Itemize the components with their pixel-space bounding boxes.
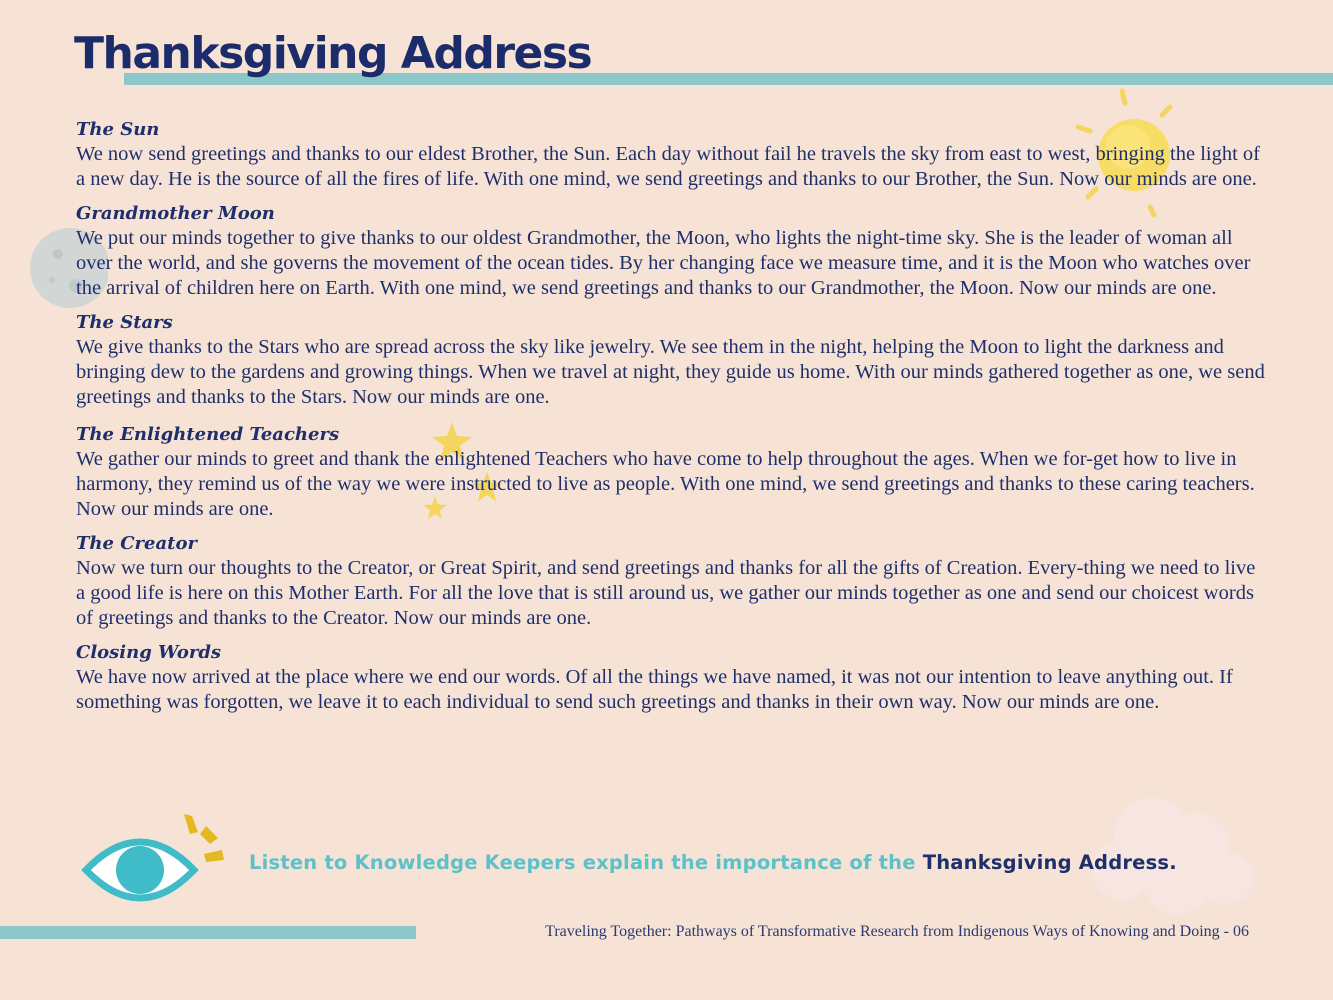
section-body: Now we turn our thoughts to the Creator, or Great Spirit, and send greetings and thanks for all the gifts of Creation. Every-thing we need to live a good life is here on this Mother Earth. For all the love that is still around us, we gather our minds together as one and send our choicest words of greetings and thanks to the Creator. Now our minds are one. xyxy=(76,557,1256,629)
section-closing-words xyxy=(76,641,1266,715)
footer-text: Traveling Together: Pathways of Transformative Research from Indigenous Ways of Knowing and Doing - 06 xyxy=(545,923,1249,940)
address-content xyxy=(76,118,1266,725)
section-body: We have now arrived at the place where we end our words. Of all the things we have named, it was not our intention to leave anything out. If something was forgotten, we leave it to each individual to send such greetings and thanks in their own way. Now our minds are one. xyxy=(76,666,1233,713)
listen-text: Listen to Knowledge Keepers explain the importance of the xyxy=(249,851,923,874)
section-body: We now send greetings and thanks to our eldest Brother, the Sun. Each day without fail he travels the sky from east to west, bringing the light of a new day. He is the source of all the fires of life. With one mind, we send greetings and thanks to our Brother, the Sun. Now our minds are one. xyxy=(76,143,1260,190)
section-heading: Closing Words xyxy=(76,642,222,663)
section-enlightened-teachers xyxy=(76,423,1266,522)
section-the-creator xyxy=(76,532,1266,631)
listen-emphasis: Thanksgiving Address. xyxy=(922,851,1177,874)
section-body: We gather our minds to greet and thank the enlightened Teachers who have come to help throughout the ages. When we for-get how to live in harmony, they remind us of the way we were instructed to live as people. With one mind, we send greetings and thanks to these caring teachers. Now our minds are one. xyxy=(76,448,1255,520)
section-the-sun xyxy=(76,118,1266,192)
section-body: We give thanks to the Stars who are spread across the sky like jewelry. We see them in the night, helping the Moon to light the darkness and bringing dew to the gardens and growing things. When we travel at night, they guide us home. With our minds gathered together as one, we send greetings and thanks to the Stars. Now our minds are one. xyxy=(76,336,1265,408)
section-heading: The Stars xyxy=(76,312,173,333)
section-body: We put our minds together to give thanks to our oldest Grandmother, the Moon, who lights the night-time sky. She is the leader of woman all over the world, and she governs the movement of the ocean tides. By her changing face we measure time, and it is the Moon who watches over the arrival of children here on Earth. With one mind, we send greetings and thanks to our Grandmother, the Moon. Now our minds are one. xyxy=(76,227,1251,299)
eye-icon[interactable] xyxy=(80,812,230,922)
section-heading: Grandmother Moon xyxy=(76,203,275,224)
listen-link[interactable] xyxy=(249,851,1177,874)
section-the-stars xyxy=(76,311,1266,410)
footer-rule xyxy=(0,926,416,939)
section-heading: The Enlightened Teachers xyxy=(76,424,340,445)
section-heading: The Creator xyxy=(76,533,197,554)
page-title: Thanksgiving Address xyxy=(74,28,592,79)
section-heading: The Sun xyxy=(76,119,160,140)
section-grandmother-moon xyxy=(76,202,1266,301)
